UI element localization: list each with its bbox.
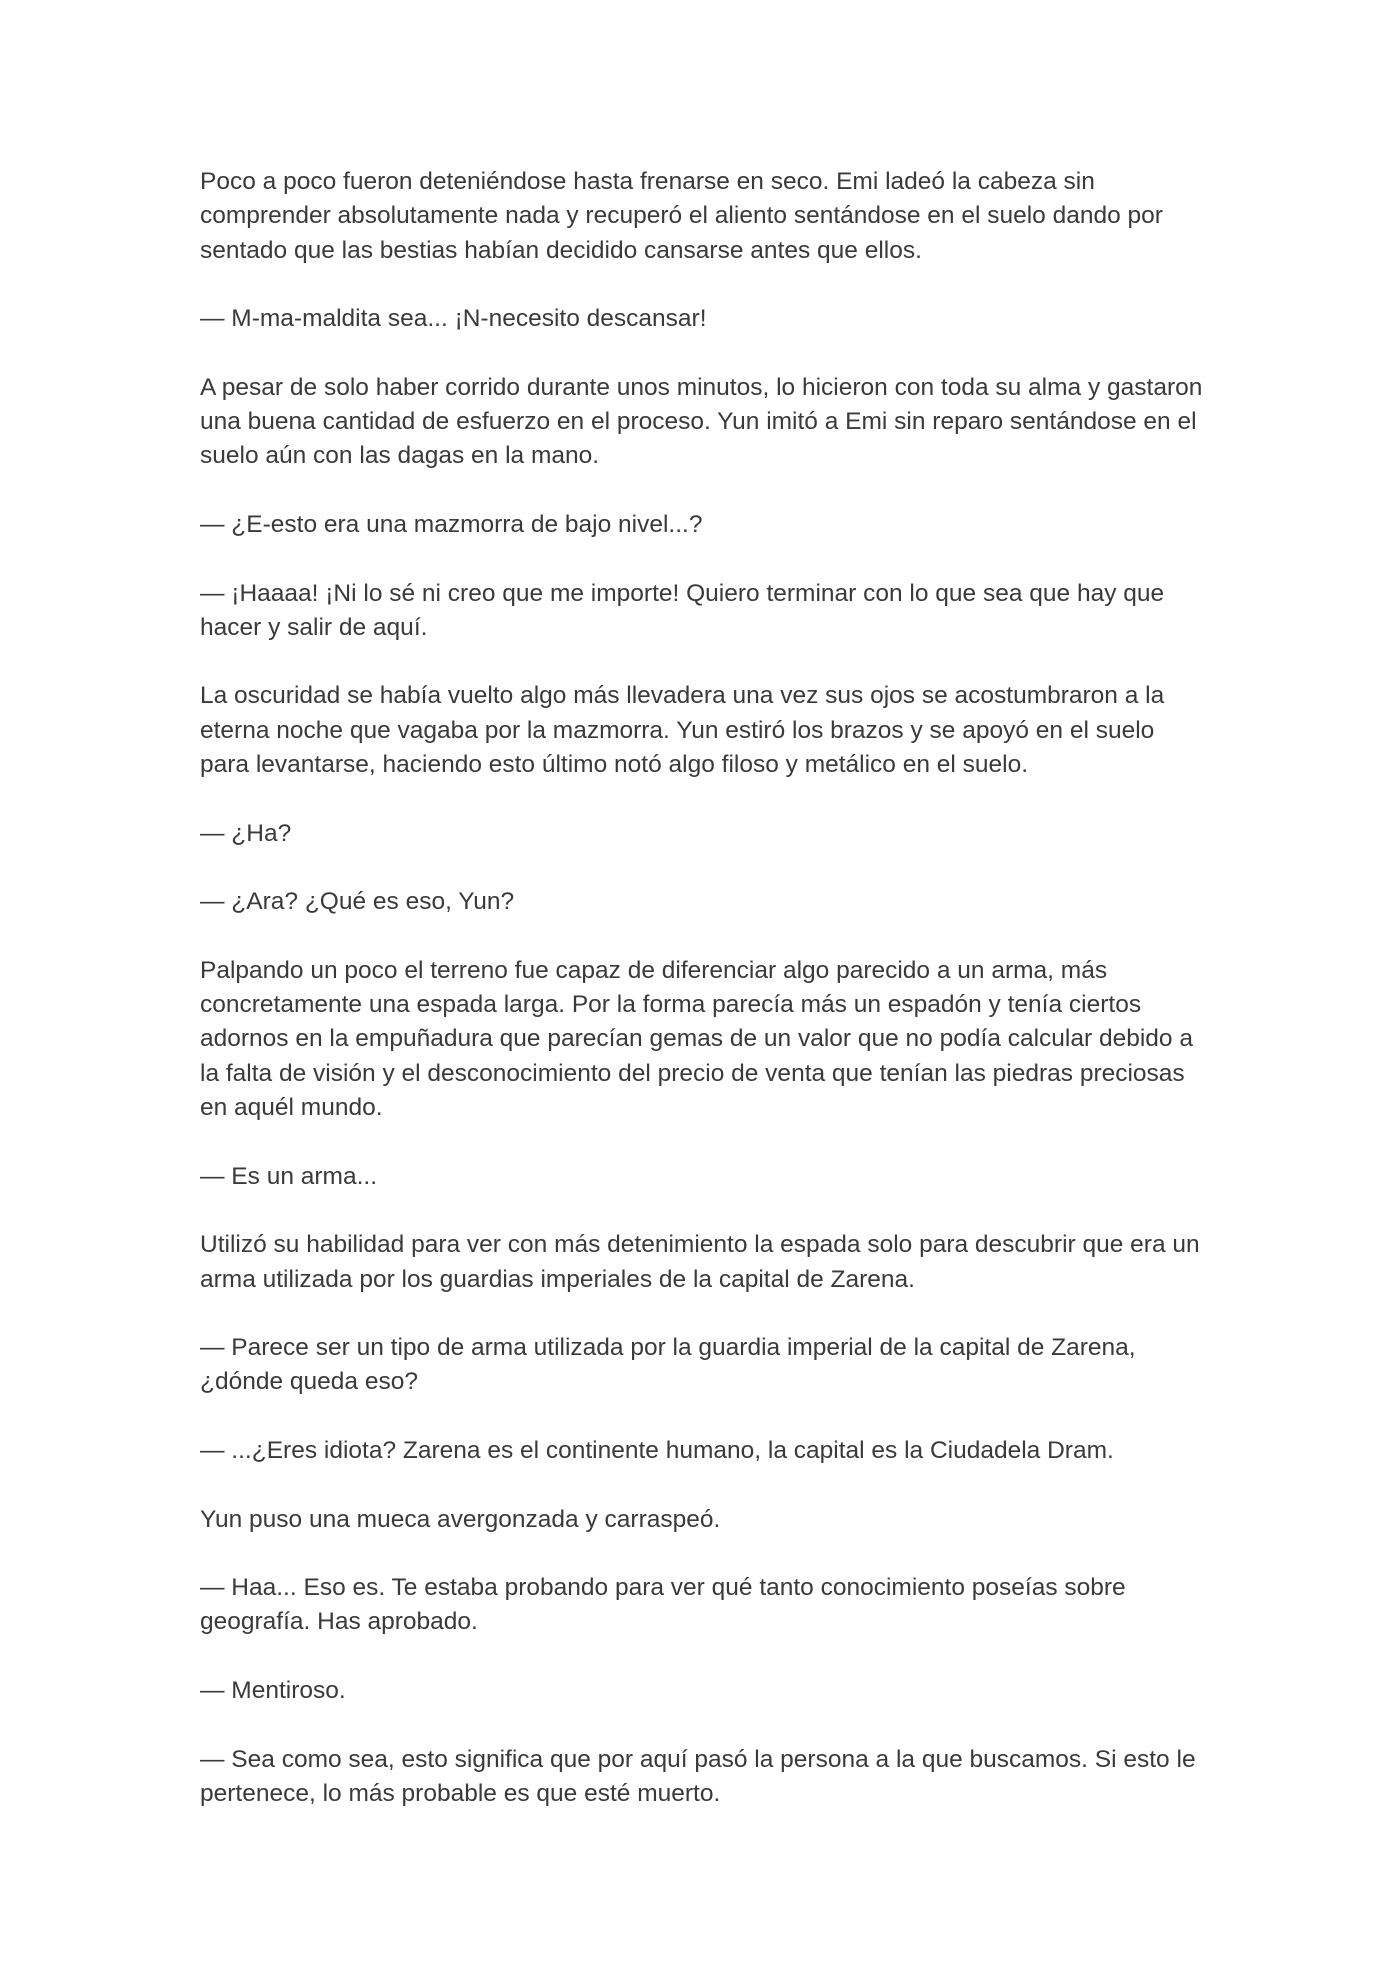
paragraph: La oscuridad se había vuelto algo más llevadera una vez sus ojos se acostumbraron a la eterna noche que vagaba por la mazmorra. Yun estiró los brazos y se apoyó en el suelo para levantarse, haciendo esto último notó algo filoso y metálico en el suelo. <box>200 682 1165 779</box>
paragraph: — ¿Ha? <box>200 819 292 847</box>
document-body <box>200 165 1210 1846</box>
paragraph: — Parece ser un tipo de arma utilizada por la guardia imperial de la capital de Zarena, ¿dónde queda eso? <box>200 1334 1136 1396</box>
paragraph: — ...¿Eres idiota? Zarena es el continente humano, la capital es la Ciudadela Dram. <box>200 1436 1114 1464</box>
paragraph: Yun puso una mueca avergonzada y carraspeó. <box>200 1505 721 1533</box>
paragraph: — ¿E-esto era una mazmorra de bajo nivel...? <box>200 510 703 538</box>
paragraph: — Es un arma... <box>200 1162 378 1190</box>
paragraph: — Sea como sea, esto significa que por aquí pasó la persona a la que buscamos. Si esto le pertenece, lo más probable es que esté muerto. <box>200 1745 1196 1807</box>
paragraph: — ¿Ara? ¿Qué es eso, Yun? <box>200 888 515 916</box>
paragraph: — M-ma-maldita sea... ¡N-necesito descansar! <box>200 305 707 333</box>
paragraph: — ¡Haaaa! ¡Ni lo sé ni creo que me importe! Quiero terminar con lo que sea que hay que hacer y salir de aquí. <box>200 579 1165 641</box>
paragraph: Palpando un poco el terreno fue capaz de diferenciar algo parecido a un arma, más concretamente una espada larga. Por la forma parecía más un espadón y tenía ciertos adornos en la empuñadura que parecían gemas de un valor que no podía calcular debido a la falta de visión y el desconocimiento del precio de venta que tenían las piedras preciosas en aquél mundo. <box>200 956 1193 1122</box>
paragraph: Poco a poco fueron deteniéndose hasta frenarse en seco. Emi ladeó la cabeza sin comprender absolutamente nada y recuperó el aliento sentándose en el suelo dando por sentado que las bestias habían decidido cansarse antes que ellos. <box>200 168 1163 264</box>
paragraph: Utilizó su habilidad para ver con más detenimiento la espada solo para descubrir que era un arma utilizada por los guardias imperiales de la capital de Zarena. <box>200 1231 1200 1293</box>
paragraph: A pesar de solo haber corrido durante unos minutos, lo hicieron con toda su alma y gastaron una buena cantidad de esfuerzo en el proceso. Yun imitó a Emi sin reparo sentándose en el suelo aún con las dagas en la mano. <box>200 373 1203 470</box>
paragraph: — Haa... Eso es. Te estaba probando para ver qué tanto conocimiento poseías sobre geografía. Has aprobado. <box>200 1574 1126 1636</box>
paragraph: — Mentiroso. <box>200 1677 346 1705</box>
